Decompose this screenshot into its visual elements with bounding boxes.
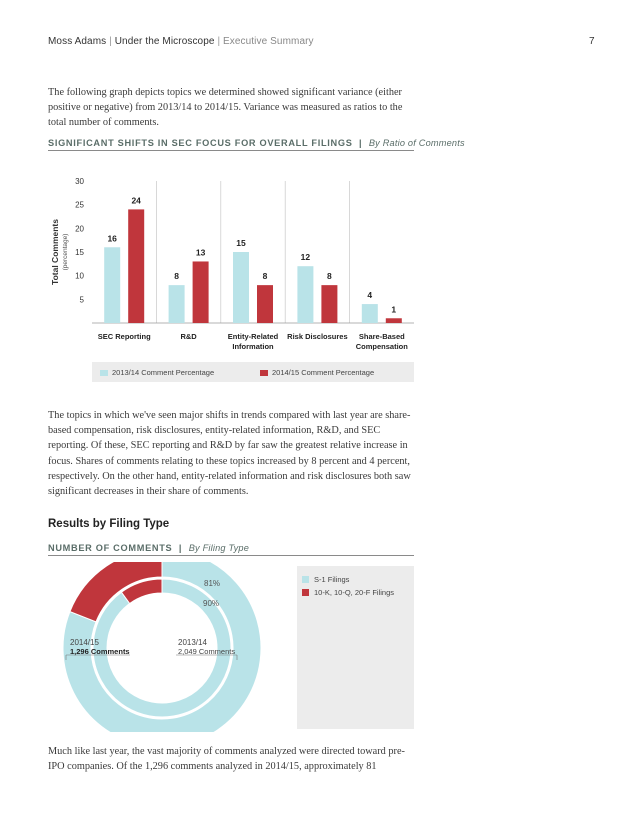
outer-total-label: 1,296 Comments (70, 647, 130, 656)
bar-2013 (169, 285, 185, 323)
y-tick-label: 5 (79, 295, 84, 305)
donut-legend-s1 (302, 575, 349, 584)
x-category-label: SEC Reporting (97, 332, 151, 341)
y-tick-label: 25 (75, 200, 84, 210)
intro-paragraph (48, 85, 418, 131)
chart1-title-separator: | (355, 138, 366, 148)
bar-value-label: 12 (300, 252, 311, 263)
outer-s1-pct: 81% (204, 579, 221, 588)
header-separator: | (217, 36, 224, 47)
middle-text: The topics in which we've seen major shifts in trends compared with last year are share-based compensation, risk disclosures, entity-related information, R&D, and SEC reporting. Of these, SEC reporting and R&D by far saw the greatest relative increase in focus. Shares of comments relating to these topics increased by 8 percent and 4 percent, respectively. On the other hand, entity-related information and risk disclosures both saw significant decreases in their share of comments. (48, 410, 411, 498)
bar-value-label: 1 (391, 304, 397, 315)
legend-swatch-2013 (100, 370, 108, 376)
bar-2014 (257, 285, 273, 323)
chart1-subtitle: By Ratio of Comments (368, 138, 465, 148)
inner-10k-pct: 10% (177, 604, 194, 613)
donut-legend-10k (302, 588, 394, 597)
legend-label-2014: 2014/15 Comment Percentage (272, 368, 375, 377)
inner-year-label: 2013/14 (178, 638, 207, 647)
legend-label-2013: 2013/14 Comment Percentage (112, 368, 215, 377)
chart1-title (48, 138, 465, 148)
x-category-label: Compensation (355, 342, 408, 351)
bar-2013 (362, 304, 378, 323)
donut-legend-label-10k: 10-K, 10-Q, 20-F Filings (314, 588, 395, 597)
donut-chart (0, 562, 300, 732)
bar-2014 (128, 209, 144, 323)
bar-value-label: 15 (236, 238, 246, 248)
running-header (48, 36, 314, 47)
header-report: Under the Microscope (114, 36, 215, 47)
x-category-label: Share-Based (358, 332, 405, 341)
chart2-title-separator: | (175, 543, 186, 553)
bar-2013 (233, 252, 249, 323)
chart2-title-text: NUMBER OF COMMENTS (48, 543, 173, 553)
page-number: 7 (589, 36, 595, 47)
bar-value-label: 8 (174, 271, 179, 282)
legend-item-2014 (260, 368, 374, 377)
bar-2014 (193, 261, 209, 323)
header-company: Moss Adams (48, 36, 107, 47)
closing-paragraph (48, 744, 418, 774)
header-section: Executive Summary (223, 36, 314, 47)
donut-legend-swatch-s1 (302, 576, 309, 583)
bar-value-label: 8 (327, 271, 332, 282)
y-tick-label: 15 (75, 248, 84, 257)
bar-2014 (321, 285, 337, 323)
legend-swatch-2014 (260, 370, 268, 376)
x-category-label: Entity-Related (227, 332, 279, 341)
header-separator: | (109, 36, 115, 47)
bar-chart (0, 150, 640, 370)
bar-2013 (297, 266, 313, 323)
y-tick-label: 30 (75, 177, 84, 186)
chart1-title-text: SIGNIFICANT SHIFTS IN SEC FOCUS FOR OVERALL FILINGS (48, 138, 353, 148)
closing-text: Much like last year, the vast majority of comments analyzed were directed toward pre-IPO companies. Of the 1,296 comments analyzed in 2014/15, approximately 81 (48, 746, 405, 773)
donut-legend-swatch-10k (302, 589, 309, 596)
x-category-label: R&D (180, 332, 197, 341)
chart2-title-rule (48, 555, 414, 556)
donut-legend-label-s1: S-1 Filings (314, 575, 350, 584)
bar-value-label: 24 (131, 195, 141, 206)
results-heading: Results by Filing Type (48, 518, 170, 530)
bar-chart-legend (92, 362, 414, 382)
y-axis-label: Total Comments (50, 219, 60, 285)
chart2-title (48, 543, 249, 553)
inner-s1-pct: 90% (203, 599, 220, 608)
middle-paragraph (48, 408, 418, 499)
outer-year-label: 2014/15 (70, 638, 99, 647)
y-axis-sublabel: (percentage) (62, 233, 69, 271)
y-tick-label: 20 (75, 224, 84, 234)
bar-value-label: 16 (107, 233, 117, 244)
bar-2014 (386, 318, 402, 323)
y-tick-label: 10 (75, 271, 84, 281)
x-category-label: Information (232, 342, 274, 351)
intro-text: The following graph depicts topics we determined showed significant variance (either positive or negative) from 2013/14 to 2014/15. Variance was measured as ratios to the total number of comments. (48, 87, 403, 129)
bar-value-label: 8 (262, 271, 268, 282)
inner-total-label: 2,049 Comments (178, 647, 236, 656)
legend-item-2013 (100, 368, 214, 377)
bar-2013 (104, 247, 120, 323)
outer-10k-pct: 19% (138, 616, 155, 625)
bar-value-label: 4 (367, 290, 373, 301)
x-category-label: Risk Disclosures (287, 332, 348, 341)
bar-value-label: 13 (195, 247, 206, 258)
chart2-subtitle: By Filing Type (188, 543, 250, 553)
donut-legend (297, 566, 414, 729)
